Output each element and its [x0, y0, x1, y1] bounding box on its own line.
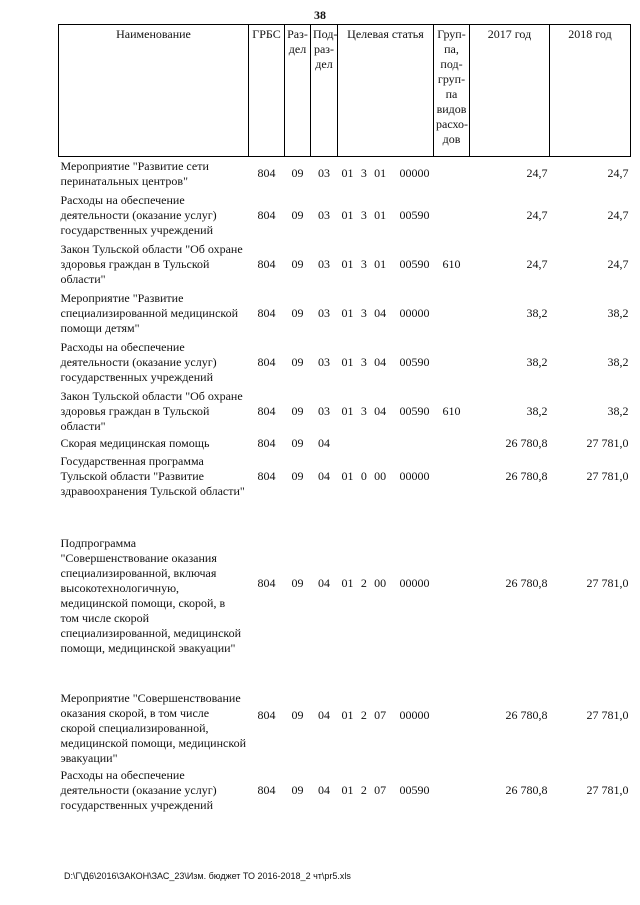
- row-podrazdel: 04: [318, 707, 330, 722]
- row-target-article: [338, 665, 434, 766]
- header-grbs: ГРБС: [249, 25, 285, 157]
- row-name: Мероприятие "Развитие сети перинатальных центров": [60, 158, 209, 188]
- row-vid: [434, 766, 470, 815]
- target-article-part: 04: [374, 354, 387, 369]
- page-number: 38: [314, 8, 326, 22]
- row-value-2017: 38,2: [526, 305, 548, 320]
- row-value-2018: 27 781,0: [586, 469, 629, 483]
- row-target-article: [338, 387, 434, 436]
- row-name: Подпрограмма "Совершенствование оказания специализированной, включая высокотехнологичную, медицинской помощи, скорой, в том числе скорой специализированной, медицинской помощи, медицинской эвакуации": [60, 536, 242, 655]
- row-value-2017: 26 780,8: [505, 469, 548, 483]
- row-name: Закон Тульской области "Об охране здоровья граждан в Тульской области": [60, 388, 243, 433]
- row-target-article: [338, 240, 434, 289]
- target-article-part: 2: [360, 575, 367, 590]
- row-value-2017: 24,7: [526, 207, 548, 222]
- target-article-part: 01: [341, 305, 354, 320]
- target-article-part: 01: [341, 256, 354, 271]
- row-razdel: 09: [291, 575, 304, 590]
- table-row: [59, 338, 631, 387]
- row-grbs: 804: [257, 436, 276, 450]
- target-article-part: 00000: [399, 166, 430, 181]
- row-name: Расходы на обеспечение деятельности (оказание услуг) государственных учреждений: [60, 192, 217, 237]
- table-row: [59, 502, 631, 665]
- target-article-part: 3: [360, 354, 367, 369]
- target-article-part: 01: [341, 469, 354, 483]
- row-target-article: [338, 157, 434, 191]
- row-value-2017: 26 780,8: [505, 707, 548, 722]
- table-row: [59, 766, 631, 815]
- header-2017: 2017 год: [470, 25, 550, 157]
- target-article-part: 07: [374, 782, 387, 797]
- row-value-2018: 27 781,0: [586, 575, 629, 590]
- target-article-part: 07: [374, 707, 387, 722]
- row-target-article: [338, 766, 434, 815]
- header-2018: 2018 год: [550, 25, 631, 157]
- table-row: [59, 665, 631, 766]
- target-article-part: 00000: [399, 469, 430, 483]
- target-article-part: 3: [360, 256, 367, 271]
- row-vid: [434, 157, 470, 191]
- target-article-part: 2: [360, 782, 367, 797]
- target-article-part: 00000: [399, 707, 430, 722]
- row-value-2018: 27 781,0: [586, 436, 629, 450]
- table-row: [59, 289, 631, 338]
- header-name: Наименование: [59, 25, 249, 157]
- row-value-2018: 38,2: [607, 305, 629, 320]
- target-article-part: 01: [341, 354, 354, 369]
- row-vid: 610: [442, 256, 461, 271]
- row-razdel: 09: [291, 166, 304, 181]
- target-article-part: 3: [360, 166, 367, 181]
- target-article-part: 00000: [399, 305, 430, 320]
- row-value-2017: 26 780,8: [505, 782, 548, 797]
- header-razdel: Раз- дел: [285, 25, 311, 157]
- row-value-2017: 24,7: [526, 166, 548, 181]
- row-podrazdel: 04: [318, 469, 330, 483]
- row-podrazdel: 03: [318, 354, 330, 369]
- target-article-part: 01: [374, 166, 387, 181]
- row-razdel: 09: [291, 707, 304, 722]
- target-article-part: 01: [374, 256, 387, 271]
- row-name: Мероприятие "Совершенствование оказания скорой, в том числе скорой специализированной, медицинской помощи, медицинской эвакуации": [60, 690, 246, 765]
- target-article-part: 01: [341, 166, 354, 181]
- row-value-2018: 24,7: [607, 207, 629, 222]
- row-name: Закон Тульской области "Об охране здоровья граждан в Тульской области": [60, 241, 243, 286]
- row-vid: [434, 436, 470, 452]
- row-grbs: 804: [257, 469, 276, 483]
- table-row: [59, 240, 631, 289]
- row-value-2017: 38,2: [526, 403, 548, 418]
- table-body: [59, 157, 631, 815]
- row-podrazdel: 03: [318, 256, 330, 271]
- row-target-article: [338, 502, 434, 665]
- row-razdel: 09: [291, 782, 304, 797]
- row-grbs: 804: [257, 256, 276, 271]
- target-article-part: 00: [374, 469, 387, 483]
- target-article-part: 3: [360, 207, 367, 222]
- target-article-part: 04: [374, 305, 387, 320]
- row-value-2017: 26 780,8: [505, 436, 548, 450]
- row-value-2018: 38,2: [607, 403, 629, 418]
- row-grbs: 804: [257, 207, 276, 222]
- row-podrazdel: 04: [318, 575, 330, 590]
- target-article-part: 0: [360, 469, 367, 483]
- row-vid: [434, 338, 470, 387]
- row-grbs: 804: [257, 575, 276, 590]
- row-grbs: 804: [257, 354, 276, 369]
- target-article-part: 01: [374, 207, 387, 222]
- row-target-article: [338, 338, 434, 387]
- target-article-part: 01: [341, 575, 354, 590]
- row-razdel: 09: [291, 436, 304, 450]
- row-razdel: 09: [291, 403, 304, 418]
- row-target-article: [338, 452, 434, 502]
- header-podrazdel: Под- раз- дел: [311, 25, 338, 157]
- row-value-2018: 27 781,0: [586, 782, 629, 797]
- table-row: [59, 191, 631, 240]
- row-grbs: 804: [257, 166, 276, 181]
- row-podrazdel: 03: [318, 166, 330, 181]
- row-name: Расходы на обеспечение деятельности (оказание услуг) государственных учреждений: [60, 339, 217, 384]
- row-podrazdel: 04: [318, 782, 330, 797]
- row-vid: 610: [442, 403, 461, 418]
- row-vid: [434, 665, 470, 766]
- target-article-part: 01: [341, 782, 354, 797]
- file-path-footer: D:\Г\Д6\2016\ЗАКОН\ЗАС_23\Изм. бюджет ТО 2016-2018_2 чт\pr5.xls: [64, 871, 351, 881]
- target-article-part: 00590: [399, 354, 430, 369]
- row-razdel: 09: [291, 256, 304, 271]
- row-value-2018: 27 781,0: [586, 707, 629, 722]
- row-value-2018: 24,7: [607, 256, 629, 271]
- header-vid: Груп- па, под- груп- па видов расхо- дов: [434, 25, 470, 157]
- row-podrazdel: 03: [318, 403, 330, 418]
- target-article-part: 2: [360, 707, 367, 722]
- table-row: [59, 436, 631, 452]
- row-razdel: 09: [291, 469, 304, 483]
- row-grbs: 804: [257, 403, 276, 418]
- target-article-part: 01: [341, 707, 354, 722]
- row-razdel: 09: [291, 305, 304, 320]
- row-target-article: [338, 191, 434, 240]
- table-row: [59, 452, 631, 502]
- target-article-part: 00590: [399, 207, 430, 222]
- row-podrazdel: 03: [318, 207, 330, 222]
- target-article-part: 01: [341, 403, 354, 418]
- target-article-part: 00590: [399, 782, 430, 797]
- table-row: [59, 387, 631, 436]
- row-razdel: 09: [291, 207, 304, 222]
- row-vid: [434, 502, 470, 665]
- row-name: Государственная программа Тульской области "Развитие здравоохранения Тульской области": [60, 454, 245, 498]
- row-name: Скорая медицинская помощь: [60, 436, 210, 450]
- table-row: [59, 157, 631, 191]
- target-article-part: 00590: [399, 403, 430, 418]
- row-target-article: [338, 289, 434, 338]
- budget-table: [58, 24, 631, 815]
- row-vid: [434, 191, 470, 240]
- target-article-part: 00: [374, 575, 387, 590]
- row-value-2018: 38,2: [607, 354, 629, 369]
- row-name: Мероприятие "Развитие специализированной медицинской помощи детям": [60, 290, 239, 335]
- target-article-part: 00590: [399, 256, 430, 271]
- row-grbs: 804: [257, 707, 276, 722]
- row-grbs: 804: [257, 305, 276, 320]
- target-article-part: 01: [341, 207, 354, 222]
- row-target-article: [338, 436, 434, 452]
- row-name: Расходы на обеспечение деятельности (оказание услуг) государственных учреждений: [60, 767, 217, 812]
- target-article-part: 00000: [399, 575, 430, 590]
- row-podrazdel: 03: [318, 305, 330, 320]
- row-grbs: 804: [257, 782, 276, 797]
- row-vid: [434, 452, 470, 502]
- row-vid: [434, 289, 470, 338]
- row-value-2017: 24,7: [526, 256, 548, 271]
- row-value-2017: 38,2: [526, 354, 548, 369]
- row-podrazdel: 04: [318, 436, 330, 450]
- target-article-part: 3: [360, 305, 367, 320]
- row-value-2018: 24,7: [607, 166, 629, 181]
- target-article-part: 04: [374, 403, 387, 418]
- row-value-2017: 26 780,8: [505, 575, 548, 590]
- header-target: Целевая статья: [338, 25, 434, 157]
- target-article-part: 3: [360, 403, 367, 418]
- row-razdel: 09: [291, 354, 304, 369]
